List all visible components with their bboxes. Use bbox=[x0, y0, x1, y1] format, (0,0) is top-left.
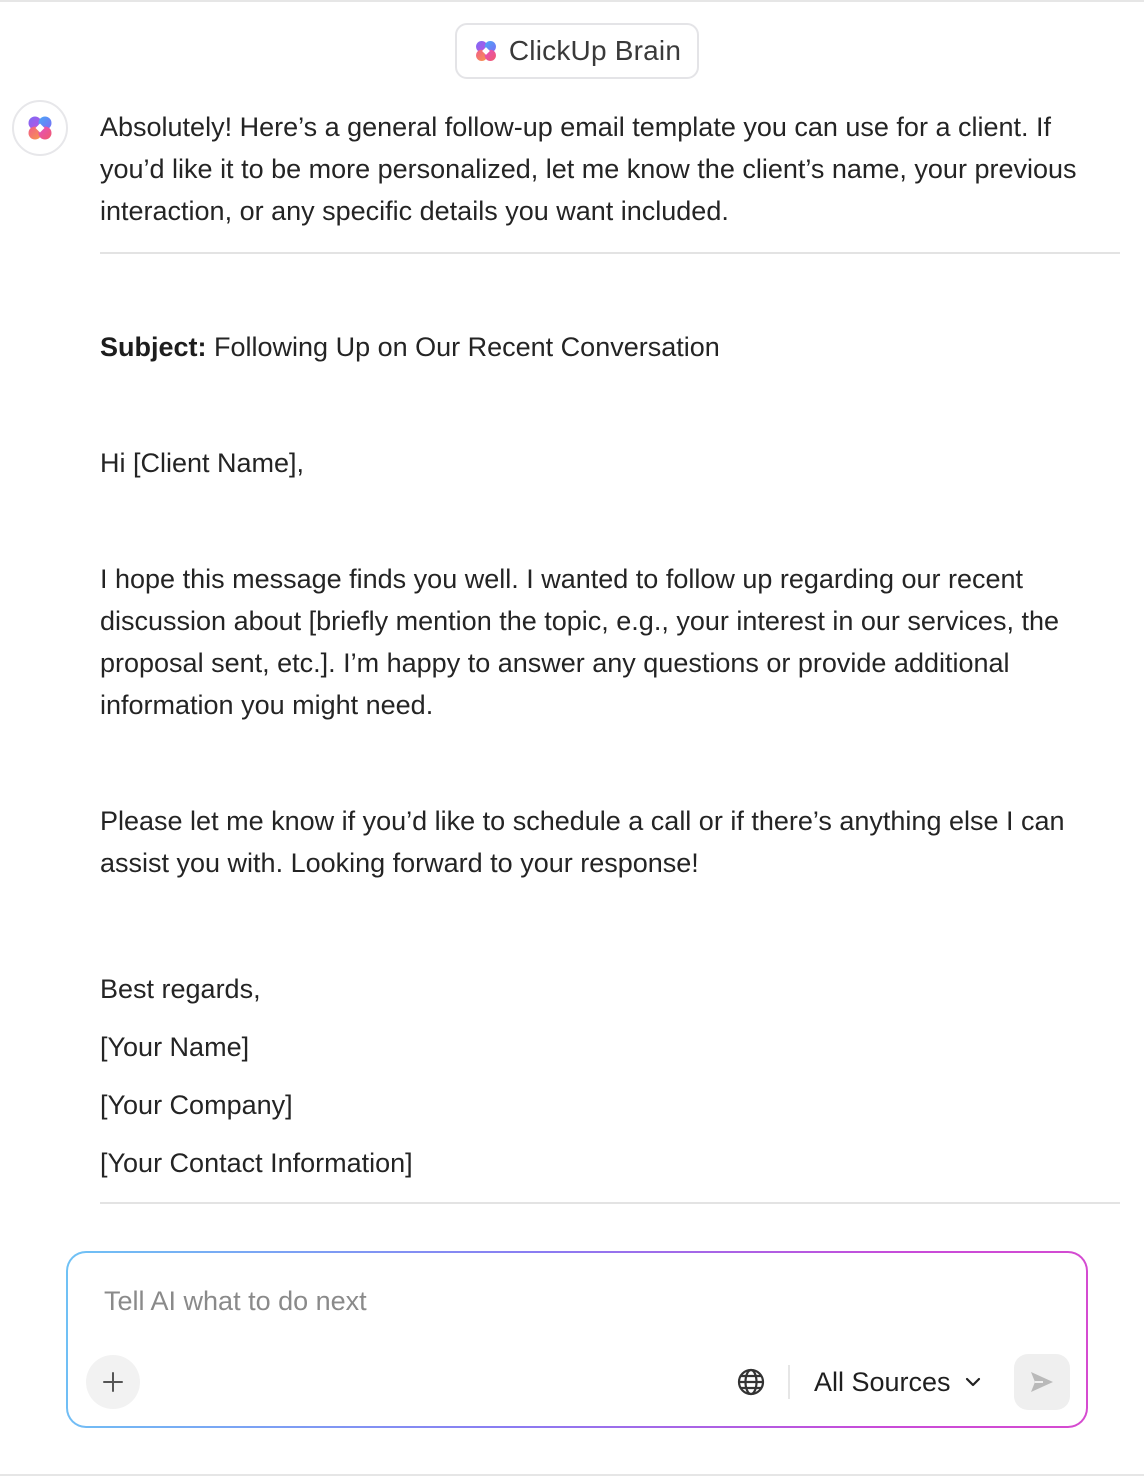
web-search-button[interactable] bbox=[732, 1363, 770, 1401]
message-divider bbox=[100, 252, 1120, 254]
header-title: ClickUp Brain bbox=[508, 35, 682, 66]
add-attachment-button[interactable] bbox=[86, 1355, 140, 1409]
subject-label: Subject: bbox=[100, 332, 207, 362]
toolbar-separator bbox=[788, 1365, 790, 1399]
signature-contact: [Your Contact Information] bbox=[100, 1148, 413, 1178]
chevron-down-icon bbox=[963, 1372, 983, 1392]
assistant-message bbox=[100, 106, 1120, 1204]
clickup-brain-header[interactable] bbox=[455, 23, 699, 79]
message-intro: Absolutely! Here’s a general follow-up email template you can use for a client. If you’d like it to be more personalized, let me know the client’s name, your previous interaction, or any specific details you want included. bbox=[100, 112, 1077, 226]
clickup-brain-logo-icon bbox=[473, 38, 499, 64]
signature-name: [Your Name] bbox=[100, 1032, 250, 1062]
globe-icon bbox=[736, 1367, 766, 1397]
clickup-brain-logo-icon bbox=[25, 113, 55, 143]
email-paragraph: I hope this message finds you well. I wanted to follow up regarding our recent discussion about [briefly mention the topic, e.g., your interest in our services, the proposal sent, etc.]. I’m happy to answer any questions or provide additional information you might need. bbox=[100, 564, 1059, 720]
email-paragraph: Please let me know if you’d like to schedule a call or if there’s anything else I can assist you with. Looking forward to your response! bbox=[100, 806, 1065, 878]
send-button[interactable] bbox=[1014, 1354, 1070, 1410]
composer-inner bbox=[68, 1253, 1086, 1426]
signature-company: [Your Company] bbox=[100, 1090, 293, 1120]
send-icon bbox=[1028, 1368, 1056, 1396]
plus-icon bbox=[101, 1370, 125, 1394]
subject-text: Following Up on Our Recent Conversation bbox=[206, 332, 720, 362]
prompt-composer bbox=[66, 1251, 1088, 1428]
sources-dropdown[interactable] bbox=[814, 1359, 983, 1405]
message-divider bbox=[100, 1202, 1120, 1204]
sources-label: All Sources bbox=[814, 1366, 951, 1397]
assistant-avatar bbox=[12, 100, 68, 156]
prompt-input[interactable] bbox=[104, 1281, 1004, 1321]
email-closing: Best regards, bbox=[100, 974, 261, 1004]
email-greeting: Hi [Client Name], bbox=[100, 448, 305, 478]
email-subject bbox=[100, 326, 1120, 368]
